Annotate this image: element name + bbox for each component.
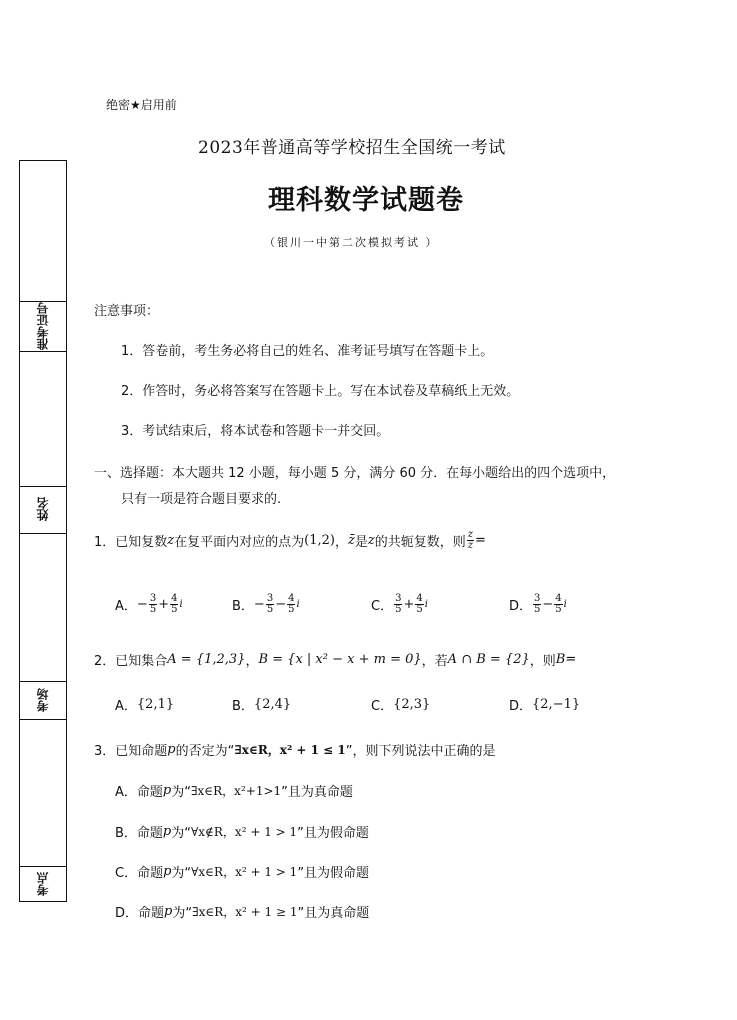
frac-num: 4 (288, 593, 295, 604)
q2-option (232, 695, 291, 714)
q2-text: 2．已知集合 (94, 654, 168, 669)
option-value: {2,4} (253, 697, 292, 712)
frac-den: 5 (266, 604, 274, 615)
frac-num: 3 (395, 593, 402, 604)
option-text: ”且为假命题 (297, 826, 369, 841)
binding-strip (19, 160, 67, 902)
q2-text: ，则 (529, 654, 556, 669)
q1-fraction (467, 530, 474, 551)
option-label: C． (371, 599, 394, 614)
q2-option (509, 695, 580, 714)
option-operator: + (403, 597, 415, 612)
option-expression: ∀x∉R，x² + 1 > 1 (191, 825, 298, 839)
q3-negation: ∃x∈R，x² + 1 ≤ 1 (234, 743, 346, 757)
strip-label-exam-id: 准考证号 (36, 302, 50, 350)
q2-text: = (565, 652, 577, 667)
option-text: 为“ (172, 906, 193, 921)
option-label: D． (509, 699, 533, 714)
strip-divider (20, 533, 66, 534)
frac-den: 5 (395, 604, 402, 615)
q1-zbar: z̄ (348, 533, 355, 548)
q1-text: ， (334, 535, 348, 550)
option-fraction (266, 594, 274, 615)
frac-num: 4 (171, 593, 178, 604)
option-fraction (287, 594, 295, 615)
option-value: {2,3} (393, 697, 431, 712)
option-p: p (162, 783, 172, 798)
option-expression: ∃x∈R，x²+1>1 (190, 784, 282, 798)
q1-text: 的共轭复数，则 (374, 535, 466, 550)
frac-num: 3 (534, 593, 541, 604)
option-label: A．命题 (115, 785, 163, 800)
q1-point: (1,2) (304, 533, 335, 548)
option-label: B． (232, 599, 254, 614)
secret-mark: 绝密★启用前 (106, 98, 177, 112)
option-value: {2,1} (136, 697, 175, 712)
strip-label-site: 考点 (36, 872, 50, 897)
q1-frac-num: z (467, 529, 474, 540)
subject-title: 理科数学试题卷 (268, 185, 464, 216)
option-fraction (554, 594, 562, 615)
option-fraction (394, 594, 402, 615)
section-heading-cont: 只有一项是符合题目要求的. (121, 492, 282, 507)
option-text: 为“ (171, 866, 192, 881)
q3-option (115, 902, 369, 921)
option-imag-unit: i (296, 599, 300, 610)
option-p: p (164, 904, 173, 919)
option-fraction (170, 594, 178, 615)
option-operator: − (542, 597, 554, 612)
option-label: D． (509, 599, 533, 614)
q3-option (115, 862, 369, 881)
q1-frac-den: z̄ (467, 540, 474, 551)
q1-var: z (367, 533, 375, 548)
notice-item: 1．答卷前，考生务必将自己的姓名、准考证号填写在答题卡上。 (121, 344, 494, 359)
q1-option (509, 594, 567, 615)
strip-divider (20, 719, 66, 720)
option-text: 为“ (171, 785, 191, 800)
option-text: ”且为假命题 (297, 866, 370, 881)
q2-set-a: A = {1,2,3} (167, 652, 246, 667)
question-1-stem (94, 530, 486, 551)
strip-label-room: 考场 (36, 688, 50, 712)
option-label: C． (371, 699, 394, 714)
frac-den: 5 (288, 604, 295, 615)
option-fraction (533, 594, 541, 615)
q2-text: ， (245, 654, 259, 669)
q1-text: 是 (354, 535, 368, 550)
option-fraction (415, 594, 423, 615)
q1-var: z (167, 533, 175, 548)
option-sign: − (253, 597, 265, 612)
q3-text: ”，则下列说法中正确的是 (345, 744, 496, 759)
q3-p: p (167, 742, 176, 757)
q1-text: 1．已知复数 (94, 535, 168, 550)
exam-title: 2023年普通高等学校招生全国统一考试 (198, 138, 506, 158)
frac-num: 4 (416, 593, 423, 604)
q1-text: 在复平面内对应的点为 (174, 535, 305, 550)
edition-subtitle: （银川一中第二次模拟考试 ） (264, 236, 439, 249)
question-2-stem (94, 650, 576, 669)
option-sign: − (136, 597, 148, 612)
option-expression: ∃x∈R，x² + 1 ≥ 1 (192, 905, 298, 919)
option-text: ”且为真命题 (297, 906, 370, 921)
frac-den: 5 (171, 604, 178, 615)
q3-text: 的否定为“ (175, 744, 235, 759)
option-expression: ∀x∈R，x² + 1 > 1 (191, 865, 298, 879)
q2-target: B (555, 652, 566, 667)
strip-divider (20, 351, 66, 352)
q1-option (371, 594, 428, 615)
notice-heading: 注意事项： (94, 304, 160, 319)
notice-item: 3．考试结束后，将本试卷和答题卡一并交回。 (121, 424, 390, 439)
option-text: 为“ (171, 826, 191, 841)
section-heading: 一、选择题：本大题共 12 小题，每小题 5 分，满分 60 分．在每小题给出的四个选项中， (94, 466, 616, 481)
option-label: B． (232, 699, 254, 714)
option-label: B．命题 (115, 826, 163, 841)
q1-option (115, 594, 183, 615)
option-imag-unit: i (563, 599, 567, 610)
q3-text: 3．已知命题 (94, 744, 168, 759)
q2-text: ，若 (421, 654, 448, 669)
notice-item: 2．作答时，务必将答案写在答题卡上。写在本试卷及草稿纸上无效。 (121, 384, 520, 399)
q3-option (115, 781, 353, 800)
question-3-stem (94, 740, 496, 759)
option-label: A． (115, 699, 137, 714)
option-p: p (163, 864, 172, 879)
option-label: C．命题 (115, 866, 164, 881)
option-value: {2,−1} (532, 697, 581, 712)
strip-label-name: 姓名 (36, 497, 50, 522)
q2-option (115, 695, 174, 714)
frac-den: 5 (416, 604, 423, 615)
q1-option (232, 594, 300, 615)
option-imag-unit: i (424, 599, 428, 610)
q1-text: = (475, 533, 486, 548)
frac-num: 3 (149, 593, 157, 604)
option-fraction (149, 594, 157, 615)
option-operator: + (158, 597, 170, 612)
option-p: p (162, 824, 172, 839)
q2-option (371, 695, 430, 714)
frac-num: 4 (555, 593, 562, 604)
q3-option (115, 822, 369, 841)
option-imag-unit: i (179, 599, 183, 610)
option-text: ”且为真命题 (281, 785, 353, 800)
frac-num: 3 (266, 593, 274, 604)
q2-condition: A ∩ B = {2} (447, 652, 530, 667)
frac-den: 5 (149, 604, 157, 615)
q2-set-b: B = {x | x² − x + m = 0} (258, 652, 422, 667)
option-operator: − (275, 597, 287, 612)
option-label: A． (115, 599, 137, 614)
frac-den: 5 (534, 604, 541, 615)
option-label: D．命题 (115, 906, 165, 921)
frac-den: 5 (555, 604, 562, 615)
